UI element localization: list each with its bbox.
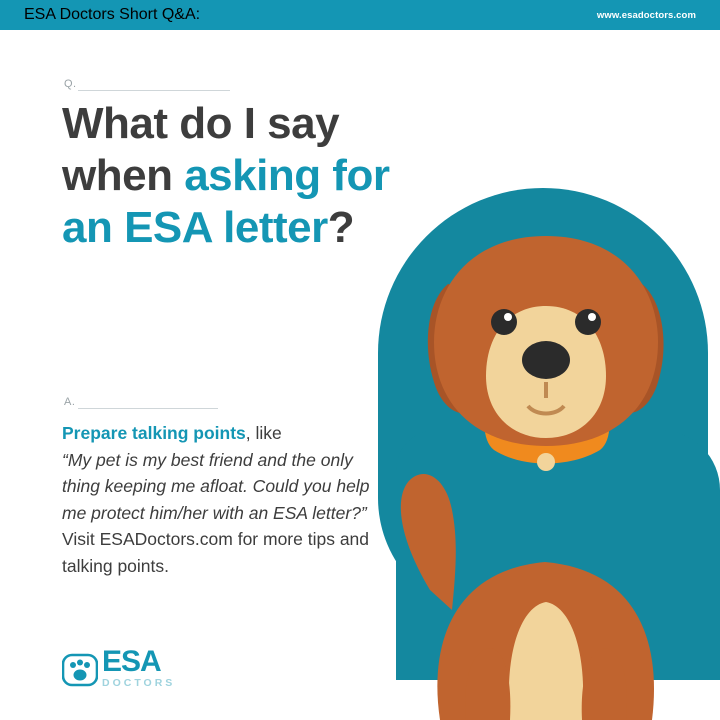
dog-illustration bbox=[370, 210, 720, 720]
website-url[interactable]: www.esadoctors.com bbox=[596, 9, 696, 21]
question-line-2-plain: when bbox=[62, 150, 185, 200]
paw-print-icon bbox=[62, 649, 98, 687]
dog-tail bbox=[401, 474, 456, 610]
logo-name: ESA bbox=[102, 645, 161, 678]
top-bar bbox=[0, 0, 720, 30]
question-text bbox=[62, 98, 462, 254]
question-line-2-highlight: asking for bbox=[184, 150, 390, 200]
answer-text bbox=[62, 420, 372, 580]
dog-eye-left bbox=[491, 309, 517, 335]
question-line-3-plain: ? bbox=[327, 202, 355, 252]
dog-eye-right-glint bbox=[588, 313, 596, 321]
dog-eye-right bbox=[575, 309, 601, 335]
answer-lead-rest: , like bbox=[245, 423, 282, 443]
question-rule bbox=[78, 90, 230, 91]
answer-quote: “My pet is my best friend and the only thing keeping me afloat. Could you help me protect him/her with an ESA letter?” bbox=[62, 449, 370, 523]
answer-cta: Visit ESADoctors.com for more tips and talking points. bbox=[62, 529, 370, 576]
answer-marker: A. bbox=[64, 396, 76, 408]
answer-rule bbox=[78, 408, 218, 409]
answer-lead: Prepare talking points bbox=[62, 423, 246, 443]
top-bar-title: ESA Doctors Short Q&A: bbox=[24, 6, 201, 23]
dog-eye-left-glint bbox=[504, 313, 512, 321]
question-line-3-highlight: an ESA letter bbox=[62, 202, 328, 252]
question-marker: Q. bbox=[64, 78, 77, 90]
brand-logo[interactable] bbox=[62, 645, 176, 689]
question-line-1: What do I say bbox=[62, 99, 340, 148]
dog-collar-tag bbox=[537, 453, 555, 471]
logo-subtitle: DOCTORS bbox=[102, 676, 176, 689]
dog-nose bbox=[522, 341, 570, 379]
